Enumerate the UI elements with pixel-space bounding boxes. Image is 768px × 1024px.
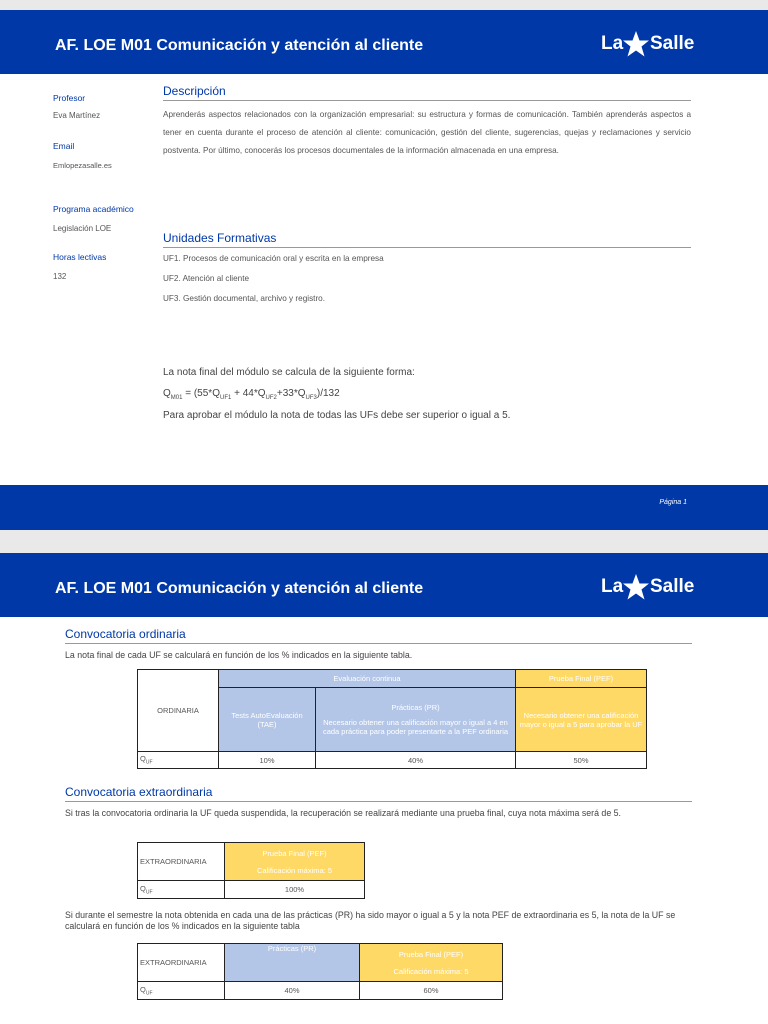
extra2-row-label: EXTRAORDINARIA bbox=[138, 944, 225, 982]
extra1-q-uf-label bbox=[138, 881, 225, 899]
q-label: Q bbox=[140, 754, 146, 764]
extra2-pr-header: Prácticas (PR) bbox=[225, 944, 360, 982]
practicas-header bbox=[316, 688, 516, 752]
pef-note: Necesario obtener una calificación mayor o igual a 5 para aprobar la UF bbox=[516, 688, 647, 752]
profesor-label: Profesor bbox=[53, 93, 86, 103]
logo-text-la: La bbox=[601, 576, 624, 597]
ordinaria-heading: Convocatoria ordinaria bbox=[65, 627, 692, 644]
q-sub-uf: UF bbox=[145, 990, 153, 997]
extraordinaria-text: Si tras la convocatoria ordinaria la UF queda suspendida, la recuperación se realizará mediante una prueba final, cuya nota máxima será de 5. bbox=[65, 808, 621, 818]
document-title: AF. LOE M01 Comunicación y atención al cliente bbox=[55, 37, 424, 54]
horas-value: 132 bbox=[53, 272, 67, 281]
extra1-pef-header bbox=[225, 843, 365, 881]
nota-aprobar: Para aprobar el módulo la nota de todas las UFs debe ser superior o igual a 5. bbox=[163, 410, 511, 421]
ordinaria-table bbox=[137, 669, 647, 769]
formula-sub-uf3: UF3 bbox=[305, 395, 317, 401]
extraordinaria-text-2: Si durante el semestre la nota obtenida en cada una de las prácticas (PR) ha sido mayor o igual a 5 y la nota PEF de extraordinaria es 5, la nota de la UF se calculará en función de los % indicados en la siguiente tabla bbox=[65, 910, 676, 931]
formula-part-a: = (55*Q bbox=[182, 388, 220, 399]
page-header bbox=[0, 10, 768, 74]
descripcion-heading: Descripción bbox=[163, 84, 691, 101]
q-sub-uf: UF bbox=[145, 889, 153, 896]
extra1-pef-pct: 100% bbox=[225, 881, 365, 899]
formula-sub-uf1: UF1 bbox=[219, 395, 232, 401]
pr-pct: 40% bbox=[316, 752, 516, 769]
tae-pct: 10% bbox=[219, 752, 316, 769]
logo-text-salle: Salle bbox=[650, 576, 695, 597]
email-label: Email bbox=[53, 141, 75, 151]
q-label: Q bbox=[140, 984, 146, 994]
page-number: Página 1 bbox=[659, 499, 687, 506]
star-icon bbox=[622, 573, 650, 601]
formula-part-d: )/132 bbox=[316, 388, 340, 399]
ordinaria-text: La nota final de cada UF se calculará en función de los % indicados en la siguiente tabla. bbox=[65, 650, 413, 660]
formula-q: Q bbox=[163, 388, 171, 399]
practicas-note: Necesario obtener una calificación mayor o igual a 4 en cada práctica para poder presentarte a la PEF ordinaria bbox=[322, 718, 509, 736]
extra2-pef-max: Calificación máxima: 5 bbox=[393, 966, 469, 976]
logo-text-la: La bbox=[601, 33, 624, 54]
extra2-pr-pct: 40% bbox=[225, 982, 360, 1000]
formula-part-b: + 44*Q bbox=[231, 388, 266, 399]
programa-value: Legislación LOE bbox=[53, 224, 112, 233]
nota-formula bbox=[163, 388, 340, 401]
prueba-final-header: Prueba Final (PEF) bbox=[516, 670, 647, 688]
pef-pct: 50% bbox=[516, 752, 647, 769]
extra2-pef-pct: 60% bbox=[360, 982, 503, 1000]
page-2 bbox=[0, 553, 768, 1024]
extra1-pef-max: Calificación máxima: 5 bbox=[256, 865, 333, 875]
logo-text-salle: Salle bbox=[650, 33, 695, 54]
extra2-pef-header bbox=[360, 944, 503, 982]
extra2-q-uf-label bbox=[138, 982, 225, 1000]
extra1-row-label: EXTRAORDINARIA bbox=[138, 843, 225, 881]
la-salle-logo bbox=[601, 30, 701, 60]
ordinaria-row-label: ORDINARIA bbox=[138, 670, 219, 752]
uf-item-2: UF2. Atención al cliente bbox=[163, 274, 250, 283]
document-title: AF. LOE M01 Comunicación y atención al cliente bbox=[55, 580, 424, 597]
q-sub-uf: UF bbox=[145, 759, 153, 766]
tests-header: Tests AutoEvaluación (TAE) bbox=[219, 688, 316, 752]
eval-continua-header: Evaluación continua bbox=[219, 670, 516, 688]
formula-sub-m01: M01 bbox=[170, 395, 183, 401]
page-header bbox=[0, 553, 768, 617]
star-icon bbox=[622, 30, 650, 58]
extraordinaria-table-2 bbox=[137, 943, 503, 1000]
extra1-pef-label: Prueba Final (PEF) bbox=[262, 848, 327, 858]
page-1 bbox=[0, 10, 768, 530]
formula-part-c: +33*Q bbox=[276, 388, 306, 399]
programa-label: Programa académico bbox=[53, 204, 134, 214]
formula-sub-uf2: UF2 bbox=[265, 395, 277, 401]
la-salle-logo bbox=[601, 573, 701, 603]
page-footer bbox=[0, 485, 768, 530]
q-label: Q bbox=[140, 883, 146, 893]
uf-item-3: UF3. Gestión documental, archivo y registro. bbox=[163, 294, 325, 303]
extraordinaria-heading: Convocatoria extraordinaria bbox=[65, 785, 692, 802]
q-uf-label bbox=[138, 752, 219, 769]
practicas-label: Prácticas (PR) bbox=[391, 703, 440, 712]
unidades-heading: Unidades Formativas bbox=[163, 231, 691, 248]
extra2-pef-label: Prueba Final (PEF) bbox=[398, 949, 464, 959]
nota-intro: La nota final del módulo se calcula de la siguiente forma: bbox=[163, 367, 415, 378]
horas-label: Horas lectivas bbox=[53, 252, 107, 262]
descripcion-text: Aprenderás aspectos relacionados con la organización empresarial: su estructura y formas de comunicación. También aprenderás aspectos a tener en cuenta durante el proceso de atención al cliente: comunicación, gestión del cliente, sugerencias, quejas y reclamaciones y servicio postventa. Por último, conocerás los procesos documentales de la información almacenada en una empresa. bbox=[163, 110, 691, 155]
profesor-value: Eva Martínez bbox=[53, 111, 101, 120]
email-value[interactable]: Emlopezasalle.es bbox=[53, 161, 112, 170]
uf-item-1: UF1. Procesos de comunicación oral y escrita en la empresa bbox=[163, 254, 384, 263]
extraordinaria-table-1 bbox=[137, 842, 365, 899]
